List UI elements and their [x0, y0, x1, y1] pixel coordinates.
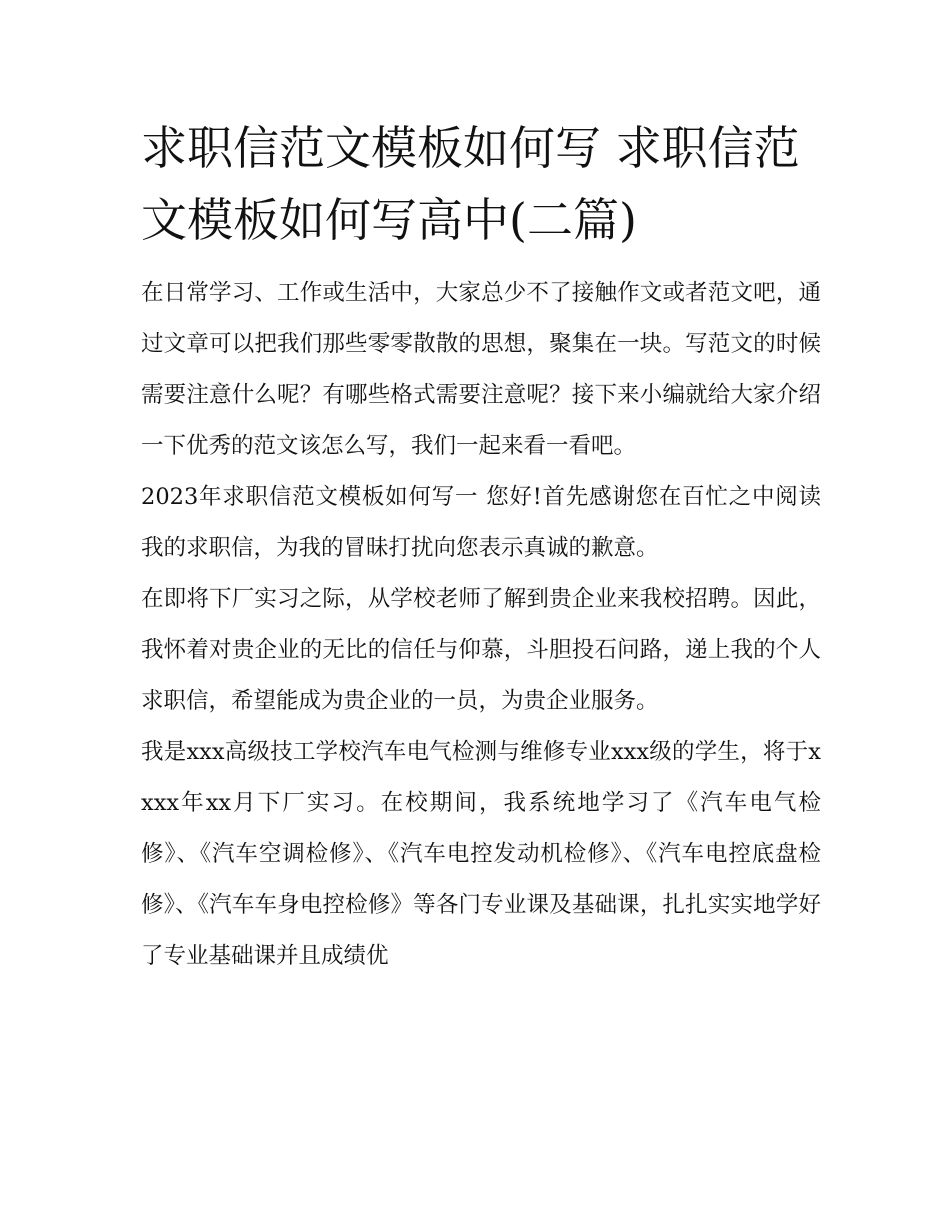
paragraph-intro: 在日常学习、工作或生活中，大家总少不了接触作文或者范文吧，通过文章可以把我们那些零零散散的思想，聚集在一块。写范文的时候需要注意什么呢？有哪些格式需要注意呢？接下来小编就给大家介绍一下优秀的范文该怎么写，我们一起来看一看吧。	[141, 280, 821, 459]
title-spacing	[141, 256, 821, 268]
document-title: 求职信范文模板如何写 求职信范文模板如何写高中(二篇)	[141, 121, 800, 247]
paragraph-background: 我是xxx高级技工学校汽车电气检测与维修专业xxx级的学生，将于xxxx年xx月下厂实习。在校期间，我系统地学习了《汽车电气检修》、《汽车空调检修》、《汽车电控发动机检修》、《汽车电控底盘检修》、《汽车车身电控检修》等各门专业课及基础课，扎扎实实地学好了专业基础课并且成绩优	[141, 739, 821, 969]
paragraph-greeting: 2023年求职信范文模板如何写一 您好!首先感谢您在百忙之中阅读我的求职信，为我的冒昧打扰向您表示真诚的歉意。	[141, 484, 821, 561]
paragraph-purpose: 在即将下厂实习之际，从学校老师了解到贵企业来我校招聘。因此，我怀着对贵企业的无比的信任与仰慕，斗胆投石问路，递上我的个人求职信，希望能成为贵企业的一员，为贵企业服务。	[141, 586, 821, 714]
document-body	[141, 112, 821, 982]
